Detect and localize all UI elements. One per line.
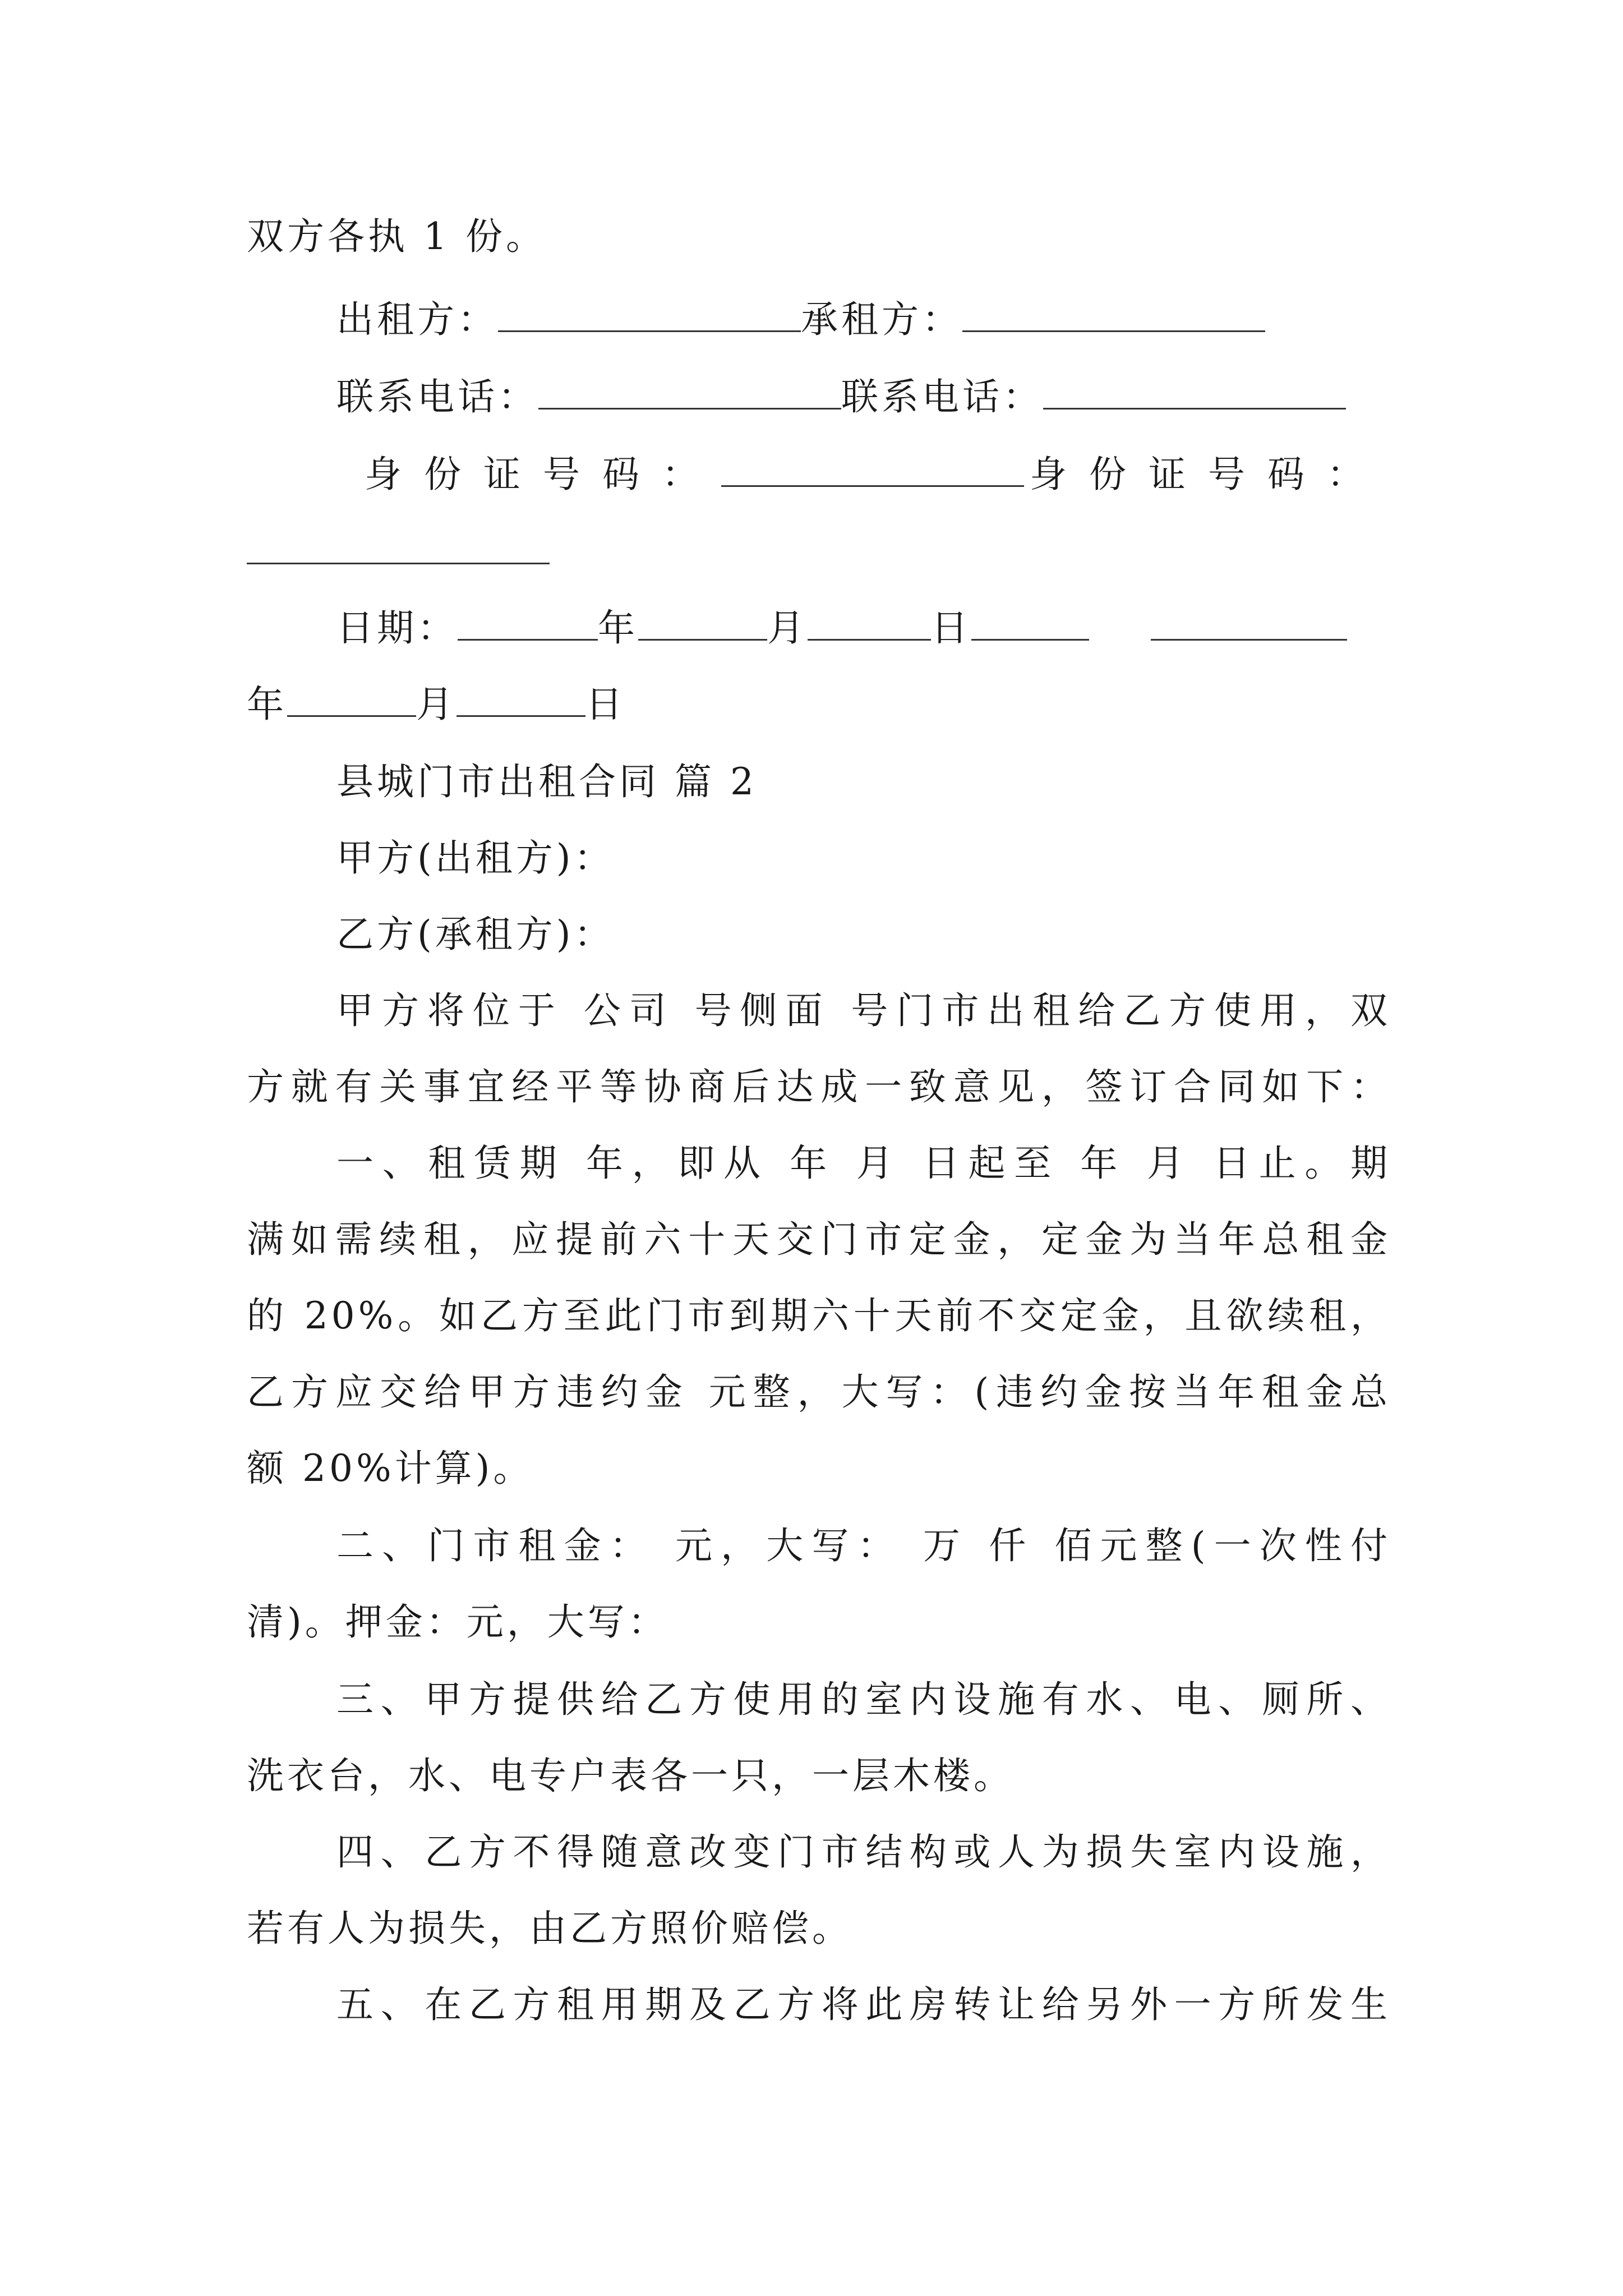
day-label-2: 日 xyxy=(585,683,626,726)
signature-line-phone xyxy=(336,375,1391,420)
signature-line-id-blank xyxy=(247,530,1391,574)
line-text: 双方各执 1 份。 xyxy=(247,215,546,258)
line-text: 二、门市租金： 元，大写： 万 仟 佰元整(一次性付 xyxy=(336,1524,1391,1567)
year-label-2: 年 xyxy=(247,683,287,726)
text-line xyxy=(247,1370,1391,1415)
clause-5 xyxy=(336,1982,1391,2027)
text-line xyxy=(247,1754,1391,1798)
line-text: 四、乙方不得随意改变门市结构或人为损失室内设施， xyxy=(336,1830,1391,1874)
signature-line-id xyxy=(365,452,1391,497)
line-text: 五、在乙方租用期及乙方将此房转让给另外一方所发生 xyxy=(336,1983,1391,2026)
clause-3 xyxy=(336,1677,1391,1722)
signature-line-date-2 xyxy=(247,682,1391,727)
line-text: 若有人为损失，由乙方照价赔偿。 xyxy=(247,1907,852,1950)
line-text: 方就有关事宜经平等协商后达成一致意见，签订合同如下： xyxy=(247,1065,1391,1108)
lessor-phone-label: 联系电话： xyxy=(336,375,538,418)
lessor-id-blank xyxy=(721,453,1024,487)
text-line xyxy=(336,912,1391,957)
line-text: 一、租赁期 年，即从 年 月 日起至 年 月 日止。期 xyxy=(336,1142,1391,1185)
clause-2 xyxy=(336,1524,1391,1568)
month-blank-2 xyxy=(287,683,416,717)
line-text: 清)。押金：元，大写： xyxy=(247,1600,668,1644)
party-a: 甲方(出租方)： xyxy=(336,836,615,880)
lessee-phone-label: 联系电话： xyxy=(841,375,1043,418)
text-line xyxy=(336,836,1391,881)
text-line xyxy=(336,988,1391,1033)
text-line xyxy=(247,1906,1391,1951)
line-text: 洗衣台，水、电专户表各一只，一层木楼。 xyxy=(247,1754,1014,1797)
line-text: 额 20%计算)。 xyxy=(247,1447,534,1490)
text-line xyxy=(247,1446,1391,1491)
line-text: 乙方应交给甲方违约金 元整，大写：(违约金按当年租金总 xyxy=(247,1370,1391,1414)
day-label: 日 xyxy=(931,606,971,650)
contract-title: 县城门市出租合同 篇 2 xyxy=(336,760,757,803)
text-line xyxy=(247,1294,1391,1338)
lessor-phone-blank xyxy=(538,375,841,409)
text-line xyxy=(247,1217,1391,1262)
line-text: 三、甲方提供给乙方使用的室内设施有水、电、厕所、 xyxy=(336,1678,1391,1721)
month-label-2: 月 xyxy=(416,683,457,726)
line-text: 甲方将位于 公司 号侧面 号门市出租给乙方使用，双 xyxy=(336,989,1391,1032)
lessor-label: 出租方： xyxy=(336,298,498,341)
text-line xyxy=(247,214,1391,259)
clause-1 xyxy=(336,1141,1391,1186)
month-label: 月 xyxy=(767,606,808,650)
text-line xyxy=(247,1600,1391,1645)
lessee-id-blank xyxy=(247,530,550,564)
signature-line-parties xyxy=(336,297,1391,342)
line-text: 满如需续租，应提前六十天交门市定金，定金为当年总租金 xyxy=(247,1218,1391,1261)
line-text: 的 20%。如乙方至此门市到期六十天前不交定金，且欲续租， xyxy=(247,1294,1391,1337)
lessee-label: 承租方： xyxy=(801,298,962,341)
clause-4 xyxy=(336,1830,1391,1875)
lessee-phone-blank xyxy=(1043,375,1346,409)
day-blank-2 xyxy=(457,683,585,717)
year-blank xyxy=(458,606,598,641)
extra-blank xyxy=(971,606,1089,641)
year-label: 年 xyxy=(598,606,638,650)
day-blank xyxy=(808,606,931,641)
signature-line-date xyxy=(336,606,1391,651)
section-heading xyxy=(336,760,1391,804)
lessor-blank xyxy=(498,298,801,332)
date-label: 日期： xyxy=(336,606,458,650)
lessee-id-label: 身份证号码： xyxy=(1030,453,1386,496)
year-blank-2 xyxy=(1151,606,1347,641)
text-line xyxy=(247,1065,1391,1110)
lessee-blank xyxy=(962,298,1265,332)
party-b: 乙方(承租方)： xyxy=(336,913,615,956)
lessor-id-label: 身份证号码： xyxy=(365,453,721,496)
month-blank xyxy=(638,606,767,641)
